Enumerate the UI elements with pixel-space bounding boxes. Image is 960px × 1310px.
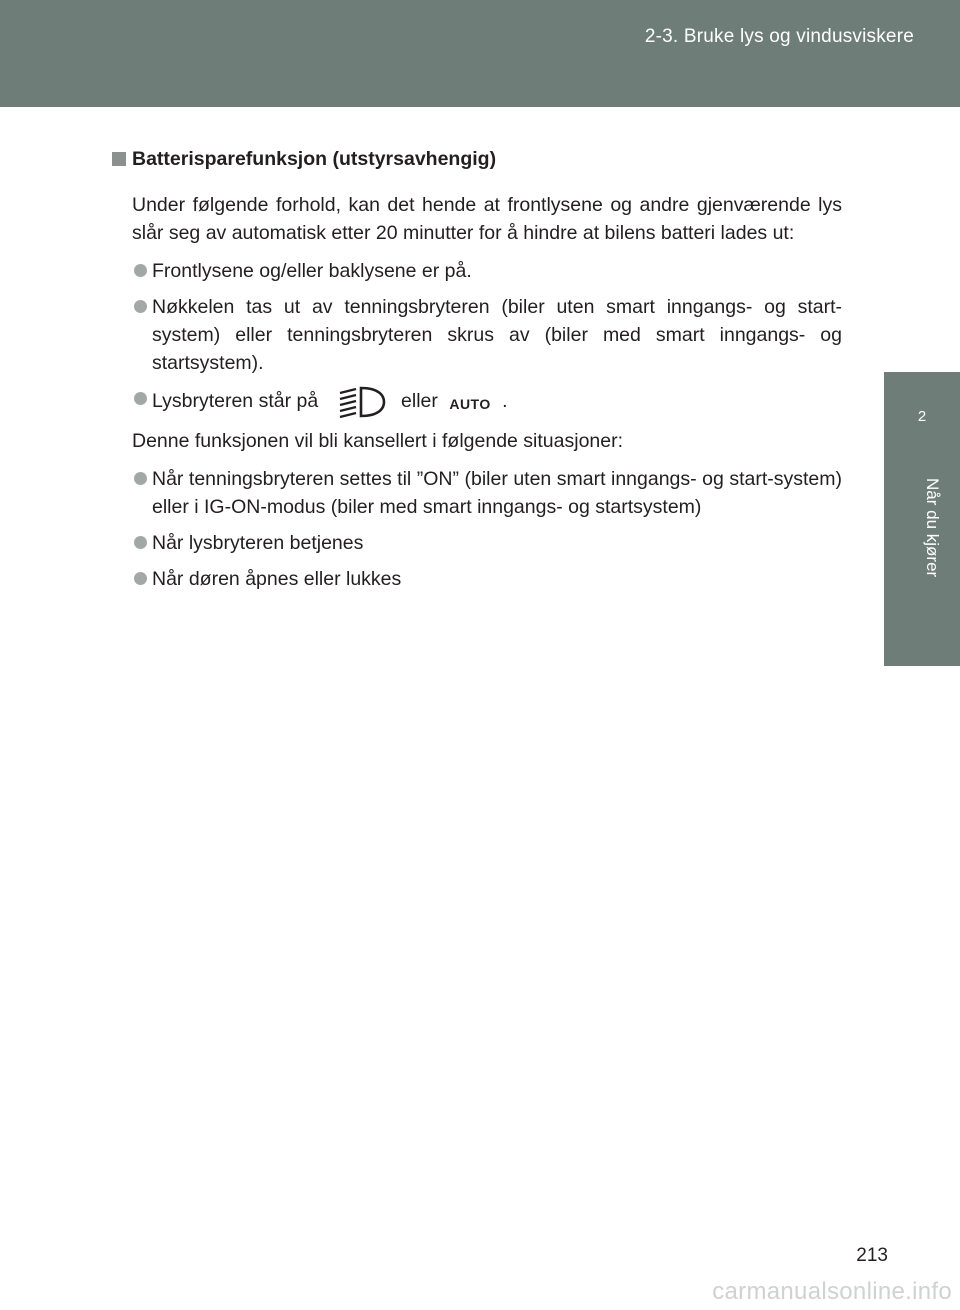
list-item: [112, 385, 842, 419]
chapter-number: 2: [917, 408, 927, 425]
bullet-dot-icon: [134, 536, 147, 549]
bullet-dot-icon: [134, 300, 147, 313]
chapter-side-tab: [884, 372, 960, 666]
list-item: [112, 465, 842, 521]
cancel-intro-paragraph: Denne funksjonen vil bli kansellert i følgende situasjoner:: [132, 430, 624, 452]
list-item-text: Når døren åpnes eller lukkes: [152, 568, 402, 590]
auto-label: AUTO: [449, 396, 491, 412]
bullet-dot-icon: [134, 264, 147, 277]
bullet-dot-icon: [134, 572, 147, 585]
switch-prefix-text: Lysbryteren står på: [152, 390, 319, 413]
switch-middle-text: eller: [401, 390, 438, 413]
square-bullet-icon: [112, 152, 126, 166]
section-heading: [112, 145, 842, 173]
switch-suffix-text: .: [502, 390, 508, 413]
page-number: 213: [856, 1245, 888, 1266]
list-item: [112, 293, 842, 377]
watermark: carmanualsonline.info: [712, 1278, 952, 1305]
headlight-icon: [334, 385, 386, 419]
list-item-text: Når lysbryteren betjenes: [152, 532, 364, 554]
main-content: [112, 145, 842, 601]
page-header: [0, 0, 960, 107]
list-item-text: Nøkkelen tas ut av tenningsbryteren (biler uten smart inngangs- og start-system) eller tenningsbryteren skrus av (biler med smart inngangs- og startsystem).: [152, 296, 842, 374]
section-heading-text: Batterisparefunksjon (utstyrsavhengig): [132, 148, 497, 170]
chapter-label: Når du kjører: [923, 478, 942, 578]
list-item-text: Når tenningsbryteren settes til ”ON” (biler uten smart inngangs- og start-system) eller i IG-ON-modus (biler med smart inngangs- og startsystem): [152, 468, 842, 518]
chapter-title: 2-3. Bruke lys og vindusviskere: [644, 26, 914, 47]
list-item: [112, 565, 842, 593]
bullet-dot-icon: [134, 392, 147, 405]
list-item: [112, 529, 842, 557]
bullet-dot-icon: [134, 472, 147, 485]
list-item-text: Frontlysene og/eller baklysene er på.: [152, 260, 472, 282]
list-item: [112, 257, 842, 285]
intro-paragraph: Under følgende forhold, kan det hende at frontlysene og andre gjenværende lys slår seg av automatisk etter 20 minutter for å hindre at bilens batteri lades ut:: [132, 194, 842, 244]
